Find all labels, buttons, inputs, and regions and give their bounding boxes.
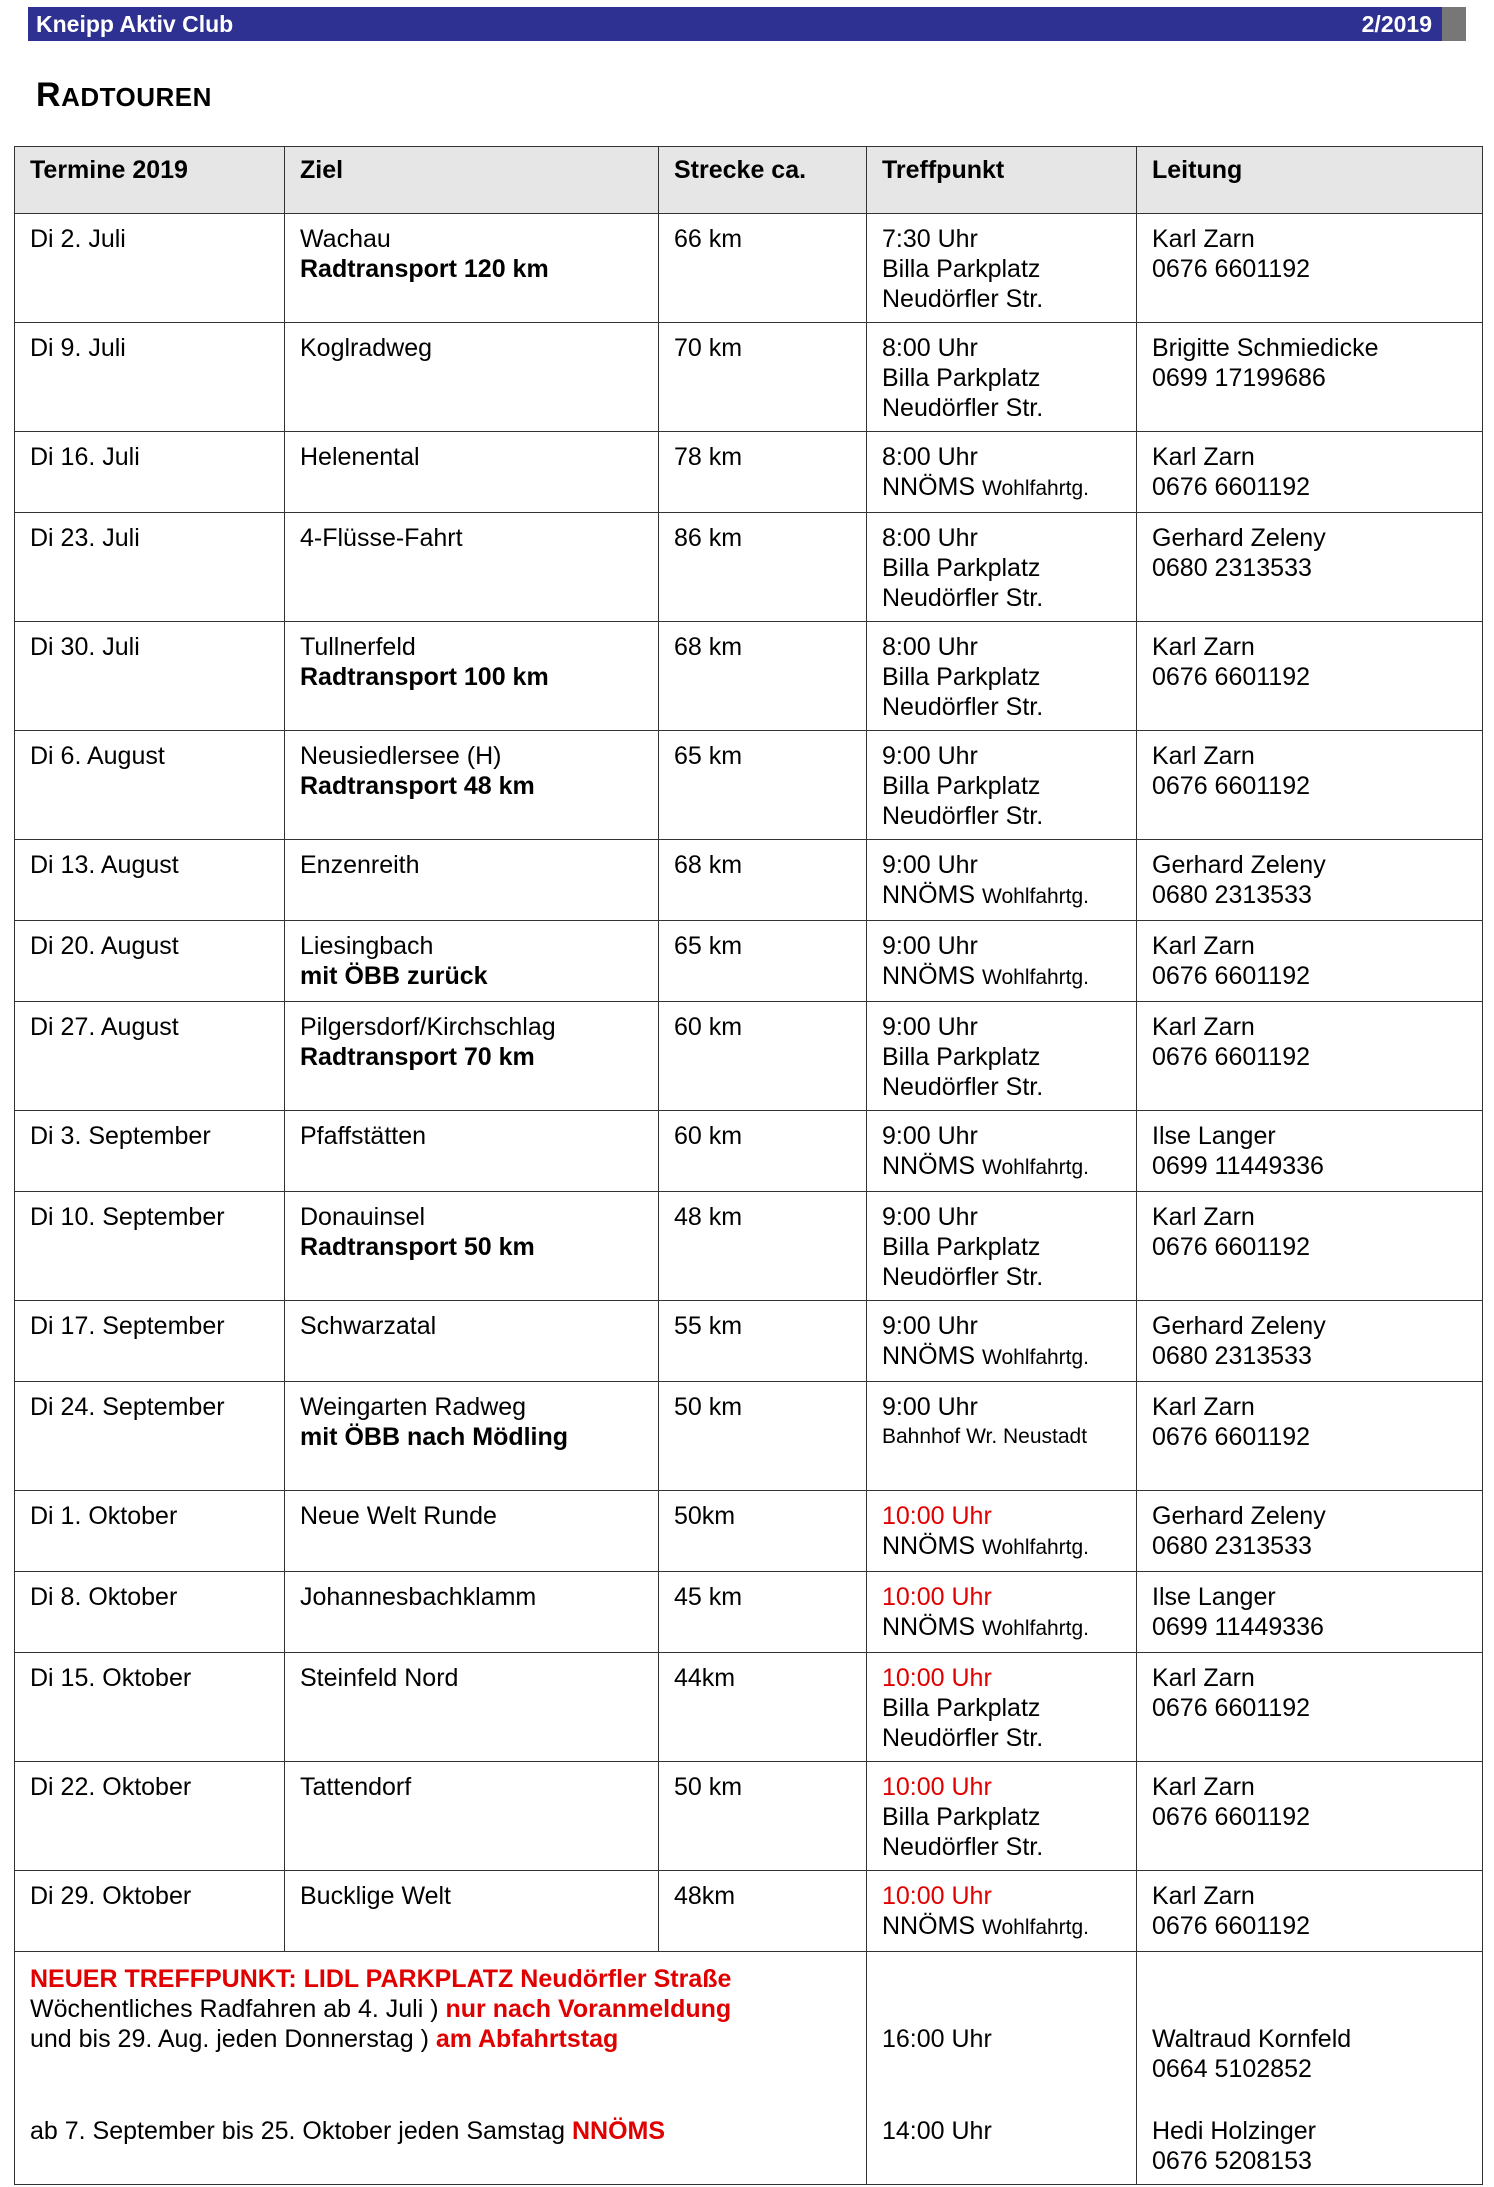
destination-note: Radtransport 120 km [300, 255, 549, 283]
tour-date: Di 10. September [15, 1192, 285, 1301]
destination: Neue Welt Runde [300, 1502, 497, 1530]
tour-distance: 50 km [659, 1762, 867, 1871]
tour-date: Di 9. Juli [15, 323, 285, 432]
meeting-time: 10:00 Uhr [882, 1882, 992, 1910]
meeting-place-main: NNÖMS [882, 473, 976, 501]
meeting-place-main: Billa Parkplatz [882, 1233, 1041, 1261]
leader-phone: 0676 6601192 [1152, 473, 1311, 501]
tour-meeting-point [867, 1871, 1137, 1952]
tour-meeting-point [867, 1382, 1137, 1491]
tour-distance: 60 km [659, 1002, 867, 1111]
table-row [15, 1301, 1483, 1382]
leader-name: Ilse Langer [1152, 1583, 1276, 1611]
table-row [15, 1491, 1483, 1572]
tour-meeting-point [867, 1002, 1137, 1111]
leader-name: Gerhard Zeleny [1152, 851, 1326, 879]
tour-meeting-point [867, 323, 1137, 432]
leader-name: Brigitte Schmiedicke [1152, 334, 1379, 362]
tour-date: Di 30. Juli [15, 622, 285, 731]
meeting-place-main: NNÖMS [882, 962, 976, 990]
tour-meeting-point [867, 1653, 1137, 1762]
leader-name: Karl Zarn [1152, 1773, 1255, 1801]
meeting-place-main: NNÖMS [882, 1152, 976, 1180]
destination: 4-Flüsse-Fahrt [300, 524, 463, 552]
header-cap [1442, 7, 1466, 41]
weekly-leader [1137, 1952, 1483, 2093]
column-header-leader: Leitung [1137, 147, 1483, 214]
tour-distance: 86 km [659, 513, 867, 622]
leader-name: Karl Zarn [1152, 1664, 1255, 1692]
destination: Pilgersdorf/Kirchschlag [300, 1013, 556, 1041]
meeting-time: 9:00 Uhr [882, 1122, 978, 1150]
destination-note: Radtransport 50 km [300, 1233, 535, 1261]
tour-date: Di 27. August [15, 1002, 285, 1111]
weekly-line-1 [30, 1994, 866, 2024]
meeting-time: 9:00 Uhr [882, 742, 978, 770]
destination: Johannesbachklamm [300, 1583, 537, 1611]
table-row [15, 1382, 1483, 1491]
tour-date: Di 8. Oktober [15, 1572, 285, 1653]
meeting-place-street: Neudörfler Str. [882, 1724, 1044, 1752]
table-row [15, 921, 1483, 1002]
tour-leader [1137, 1111, 1483, 1192]
tour-destination [285, 1871, 659, 1952]
destination: Enzenreith [300, 851, 420, 879]
destination: Donauinsel [300, 1203, 426, 1231]
tour-distance: 50km [659, 1491, 867, 1572]
tour-date: Di 16. Juli [15, 432, 285, 513]
tour-destination [285, 1192, 659, 1301]
leader-phone: 0680 2313533 [1152, 1532, 1312, 1560]
tour-distance: 78 km [659, 432, 867, 513]
leader-phone: 0680 2313533 [1152, 554, 1312, 582]
weekly-line-1-red: nur nach Voranmeldung [445, 1995, 732, 2023]
leader-phone: 0676 6601192 [1152, 663, 1311, 691]
meeting-place [882, 771, 1136, 801]
tour-destination [285, 1572, 659, 1653]
meeting-place-street: Neudörfler Str. [882, 1833, 1044, 1861]
destination: Tullnerfeld [300, 633, 416, 661]
leader-name: Karl Zarn [1152, 1203, 1255, 1231]
leader-name: Karl Zarn [1152, 932, 1255, 960]
destination: Liesingbach [300, 932, 434, 960]
saturday-cell [15, 2092, 867, 2185]
tour-distance: 66 km [659, 214, 867, 323]
tour-meeting-point [867, 840, 1137, 921]
tour-distance: 44km [659, 1653, 867, 1762]
tour-leader [1137, 1382, 1483, 1491]
column-header-destination: Ziel [285, 147, 659, 214]
table-row [15, 731, 1483, 840]
meeting-place-street: Neudörfler Str. [882, 1263, 1044, 1291]
destination: Weingarten Radweg [300, 1393, 527, 1421]
meeting-place [882, 1151, 1136, 1183]
weekly-line-2 [30, 2024, 866, 2054]
meeting-place [882, 1693, 1136, 1723]
tour-meeting-point [867, 1762, 1137, 1871]
tour-meeting-point [867, 432, 1137, 513]
meeting-time: 8:00 Uhr [882, 443, 978, 471]
leader-phone: 0699 17199686 [1152, 364, 1326, 392]
leader-phone: 0699 11449336 [1152, 1152, 1324, 1180]
tour-meeting-point [867, 731, 1137, 840]
leader-name: Gerhard Zeleny [1152, 1312, 1326, 1340]
weekly-time: 16:00 Uhr [867, 1952, 1137, 2093]
meeting-place [882, 1612, 1136, 1644]
tours-table [14, 146, 1483, 2185]
destination: Bucklige Welt [300, 1882, 451, 1910]
leader-name: Karl Zarn [1152, 742, 1255, 770]
meeting-time: 8:00 Uhr [882, 633, 978, 661]
meeting-place [882, 1042, 1136, 1072]
tour-distance: 68 km [659, 840, 867, 921]
tour-distance: 55 km [659, 1301, 867, 1382]
table-row [15, 622, 1483, 731]
table-row [15, 1111, 1483, 1192]
tour-distance: 48 km [659, 1192, 867, 1301]
destination: Koglradweg [300, 334, 433, 362]
meeting-place [882, 1232, 1136, 1262]
destination: Steinfeld Nord [300, 1664, 459, 1692]
tour-leader [1137, 432, 1483, 513]
tour-destination [285, 921, 659, 1002]
notes-row-saturday [15, 2092, 1483, 2185]
destination: Helenental [300, 443, 420, 471]
saturday-red: NNÖMS [571, 2117, 666, 2145]
destination: Tattendorf [300, 1773, 412, 1801]
tour-leader [1137, 1572, 1483, 1653]
tour-meeting-point [867, 214, 1137, 323]
table-row [15, 1572, 1483, 1653]
leader-phone: 0680 2313533 [1152, 881, 1312, 909]
tour-date: Di 1. Oktober [15, 1491, 285, 1572]
tour-destination [285, 1301, 659, 1382]
table-row [15, 1871, 1483, 1952]
tour-destination [285, 622, 659, 731]
tour-destination [285, 323, 659, 432]
meeting-place-main: NNÖMS [882, 1342, 976, 1370]
leader-phone: 0676 6601192 [1152, 1043, 1311, 1071]
tour-meeting-point [867, 921, 1137, 1002]
meeting-place-street: Neudörfler Str. [882, 394, 1044, 422]
tour-date: Di 15. Oktober [15, 1653, 285, 1762]
leader-phone: 0676 6601192 [1152, 1803, 1311, 1831]
column-header-meeting-point: Treffpunkt [867, 147, 1137, 214]
tour-date: Di 22. Oktober [15, 1762, 285, 1871]
meeting-place-main: NNÖMS [882, 881, 976, 909]
meeting-time: 9:00 Uhr [882, 1393, 978, 1421]
tour-distance: 48km [659, 1871, 867, 1952]
column-header-date: Termine 2019 [15, 147, 285, 214]
weekly-line-2-red: am Abfahrtstag [435, 2025, 619, 2053]
tour-leader [1137, 1653, 1483, 1762]
tour-destination [285, 1762, 659, 1871]
tour-leader [1137, 731, 1483, 840]
meeting-time: 9:00 Uhr [882, 1013, 978, 1041]
tour-meeting-point [867, 513, 1137, 622]
meeting-place [882, 961, 1136, 993]
meeting-place-main: NNÖMS [882, 1912, 976, 1940]
tour-leader [1137, 1301, 1483, 1382]
meeting-place [882, 254, 1136, 284]
meeting-time: 7:30 Uhr [882, 225, 978, 253]
tour-leader [1137, 1002, 1483, 1111]
meeting-place-street: Neudörfler Str. [882, 285, 1044, 313]
tour-meeting-point [867, 1111, 1137, 1192]
tour-leader [1137, 1491, 1483, 1572]
leader-name: Karl Zarn [1152, 1393, 1255, 1421]
weekly-leader-phone: 0664 5102852 [1152, 2055, 1312, 2083]
meeting-place [882, 1802, 1136, 1832]
tour-date: Di 23. Juli [15, 513, 285, 622]
tour-destination [285, 1491, 659, 1572]
tour-destination [285, 214, 659, 323]
meeting-place-main: Billa Parkplatz [882, 255, 1041, 283]
tour-distance: 60 km [659, 1111, 867, 1192]
table-row [15, 323, 1483, 432]
tour-distance: 65 km [659, 731, 867, 840]
leader-name: Karl Zarn [1152, 443, 1255, 471]
tour-leader [1137, 921, 1483, 1002]
meeting-place [882, 880, 1136, 912]
tour-meeting-point [867, 1572, 1137, 1653]
leader-phone: 0676 6601192 [1152, 1694, 1311, 1722]
tour-meeting-point [867, 1192, 1137, 1301]
meeting-place-street: Neudörfler Str. [882, 693, 1044, 721]
leader-name: Gerhard Zeleny [1152, 1502, 1326, 1530]
tour-destination [285, 731, 659, 840]
table-row [15, 432, 1483, 513]
tour-date: Di 24. September [15, 1382, 285, 1491]
tour-date: Di 17. September [15, 1301, 285, 1382]
meeting-time: 10:00 Uhr [882, 1773, 992, 1801]
saturday-time: 14:00 Uhr [867, 2092, 1137, 2185]
tour-distance: 50 km [659, 1382, 867, 1491]
tour-destination [285, 432, 659, 513]
leader-phone: 0676 6601192 [1152, 1912, 1311, 1940]
meeting-place-main: Billa Parkplatz [882, 1694, 1041, 1722]
tour-leader [1137, 513, 1483, 622]
column-header-distance: Strecke ca. [659, 147, 867, 214]
destination: Neusiedlersee (H) [300, 742, 502, 770]
issue-number: 2/2019 [1361, 11, 1432, 37]
meeting-place [882, 472, 1136, 504]
meeting-place-main: Billa Parkplatz [882, 772, 1041, 800]
tour-date: Di 20. August [15, 921, 285, 1002]
meeting-place [882, 662, 1136, 692]
destination-note: Radtransport 100 km [300, 663, 549, 691]
destination-note: Radtransport 70 km [300, 1043, 535, 1071]
tour-destination [285, 1111, 659, 1192]
header-bar [28, 7, 1466, 41]
page-title [36, 76, 212, 115]
leader-phone: 0676 6601192 [1152, 962, 1311, 990]
tour-distance: 45 km [659, 1572, 867, 1653]
meeting-place-main: Billa Parkplatz [882, 1043, 1041, 1071]
tour-meeting-point [867, 622, 1137, 731]
meeting-place-detail: Wohlfahrtg. [982, 477, 1090, 500]
tour-date: Di 3. September [15, 1111, 285, 1192]
table-row [15, 513, 1483, 622]
destination-note: mit ÖBB zurück [300, 962, 488, 990]
table-row [15, 1762, 1483, 1871]
page-title-rest: ADTOUREN [61, 82, 212, 112]
meeting-place-main: Billa Parkplatz [882, 663, 1041, 691]
meeting-place [882, 1531, 1136, 1563]
meeting-place: Bahnhof Wr. Neustadt [882, 1425, 1088, 1448]
tour-meeting-point [867, 1301, 1137, 1382]
destination: Pfaffstätten [300, 1122, 427, 1150]
tour-date: Di 29. Oktober [15, 1871, 285, 1952]
table-row [15, 840, 1483, 921]
tour-meeting-point [867, 1491, 1137, 1572]
weekly-line-2-text: und bis 29. Aug. jeden Donnerstag ) [30, 2025, 436, 2053]
tour-destination [285, 513, 659, 622]
meeting-time: 9:00 Uhr [882, 1312, 978, 1340]
leader-name: Karl Zarn [1152, 633, 1255, 661]
tour-destination [285, 1002, 659, 1111]
tour-destination [285, 840, 659, 921]
meeting-place-street: Neudörfler Str. [882, 1073, 1044, 1101]
leader-phone: 0676 6601192 [1152, 1233, 1311, 1261]
club-name: Kneipp Aktiv Club [36, 11, 234, 37]
meeting-place-main: NNÖMS [882, 1613, 976, 1641]
table-row [15, 1192, 1483, 1301]
table-header-row [15, 147, 1483, 214]
table-row [15, 1002, 1483, 1111]
saturday-leader [1137, 2092, 1483, 2185]
leader-name: Karl Zarn [1152, 1013, 1255, 1041]
meeting-place [882, 1911, 1136, 1943]
tour-leader [1137, 1871, 1483, 1952]
tour-leader [1137, 323, 1483, 432]
destination: Wachau [300, 225, 391, 253]
table-row [15, 214, 1483, 323]
leader-phone: 0676 6601192 [1152, 772, 1311, 800]
destination: Schwarzatal [300, 1312, 437, 1340]
leader-phone: 0676 6601192 [1152, 1423, 1311, 1451]
meeting-place-detail: Wohlfahrtg. [982, 966, 1090, 989]
notes-weekly-cell [15, 1952, 867, 2093]
meeting-place [882, 1341, 1136, 1373]
tour-date: Di 13. August [15, 840, 285, 921]
leader-name: Karl Zarn [1152, 1882, 1255, 1910]
meeting-place-street: Neudörfler Str. [882, 584, 1044, 612]
meeting-place-main: Billa Parkplatz [882, 364, 1041, 392]
leader-phone: 0680 2313533 [1152, 1342, 1312, 1370]
leader-name: Karl Zarn [1152, 225, 1255, 253]
meeting-place-main: NNÖMS [882, 1532, 976, 1560]
saturday-leader-phone: 0676 5208153 [1152, 2147, 1312, 2175]
meeting-time: 10:00 Uhr [882, 1583, 992, 1611]
destination-note: mit ÖBB nach Mödling [300, 1423, 569, 1451]
new-meeting-point-note: NEUER TREFFPUNKT: LIDL PARKPLATZ Neudörfler Straße [30, 1965, 732, 1993]
tour-distance: 70 km [659, 323, 867, 432]
tour-destination [285, 1382, 659, 1491]
meeting-place-detail: Wohlfahrtg. [982, 885, 1090, 908]
meeting-time: 9:00 Uhr [882, 932, 978, 960]
leader-name: Gerhard Zeleny [1152, 524, 1326, 552]
tour-leader [1137, 1762, 1483, 1871]
leader-phone: 0676 6601192 [1152, 255, 1311, 283]
tour-destination [285, 1653, 659, 1762]
meeting-time: 10:00 Uhr [882, 1664, 992, 1692]
tour-leader [1137, 840, 1483, 921]
saturday-text: ab 7. September bis 25. Oktober jeden Samstag [30, 2117, 572, 2145]
destination-note: Radtransport 48 km [300, 772, 535, 800]
tour-date: Di 6. August [15, 731, 285, 840]
meeting-time: 10:00 Uhr [882, 1502, 992, 1530]
meeting-place-detail: Wohlfahrtg. [982, 1536, 1090, 1559]
meeting-place-detail: Wohlfahrtg. [982, 1617, 1090, 1640]
leader-name: Ilse Langer [1152, 1122, 1276, 1150]
table-row [15, 1653, 1483, 1762]
meeting-time: 8:00 Uhr [882, 524, 978, 552]
meeting-place-main: Billa Parkplatz [882, 1803, 1041, 1831]
meeting-time: 9:00 Uhr [882, 1203, 978, 1231]
tour-distance: 65 km [659, 921, 867, 1002]
meeting-place-street: Neudörfler Str. [882, 802, 1044, 830]
meeting-place [882, 553, 1136, 583]
leader-phone: 0699 11449336 [1152, 1613, 1324, 1641]
meeting-time: 9:00 Uhr [882, 851, 978, 879]
tour-date: Di 2. Juli [15, 214, 285, 323]
meeting-place-detail: Wohlfahrtg. [982, 1346, 1090, 1369]
weekly-line-1-text: Wöchentliches Radfahren ab 4. Juli ) [30, 1995, 446, 2023]
page-title-initial: R [36, 76, 62, 114]
meeting-place-detail: Wohlfahrtg. [982, 1156, 1090, 1179]
tour-leader [1137, 1192, 1483, 1301]
notes-row-weekly [15, 1952, 1483, 2093]
weekly-leader-name: Waltraud Kornfeld [1152, 2025, 1352, 2053]
tour-distance: 68 km [659, 622, 867, 731]
meeting-place-detail: Wohlfahrtg. [982, 1916, 1090, 1939]
meeting-place-main: Billa Parkplatz [882, 554, 1041, 582]
meeting-time: 8:00 Uhr [882, 334, 978, 362]
saturday-leader-name: Hedi Holzinger [1152, 2117, 1316, 2145]
tour-leader [1137, 622, 1483, 731]
tour-leader [1137, 214, 1483, 323]
meeting-place [882, 363, 1136, 393]
